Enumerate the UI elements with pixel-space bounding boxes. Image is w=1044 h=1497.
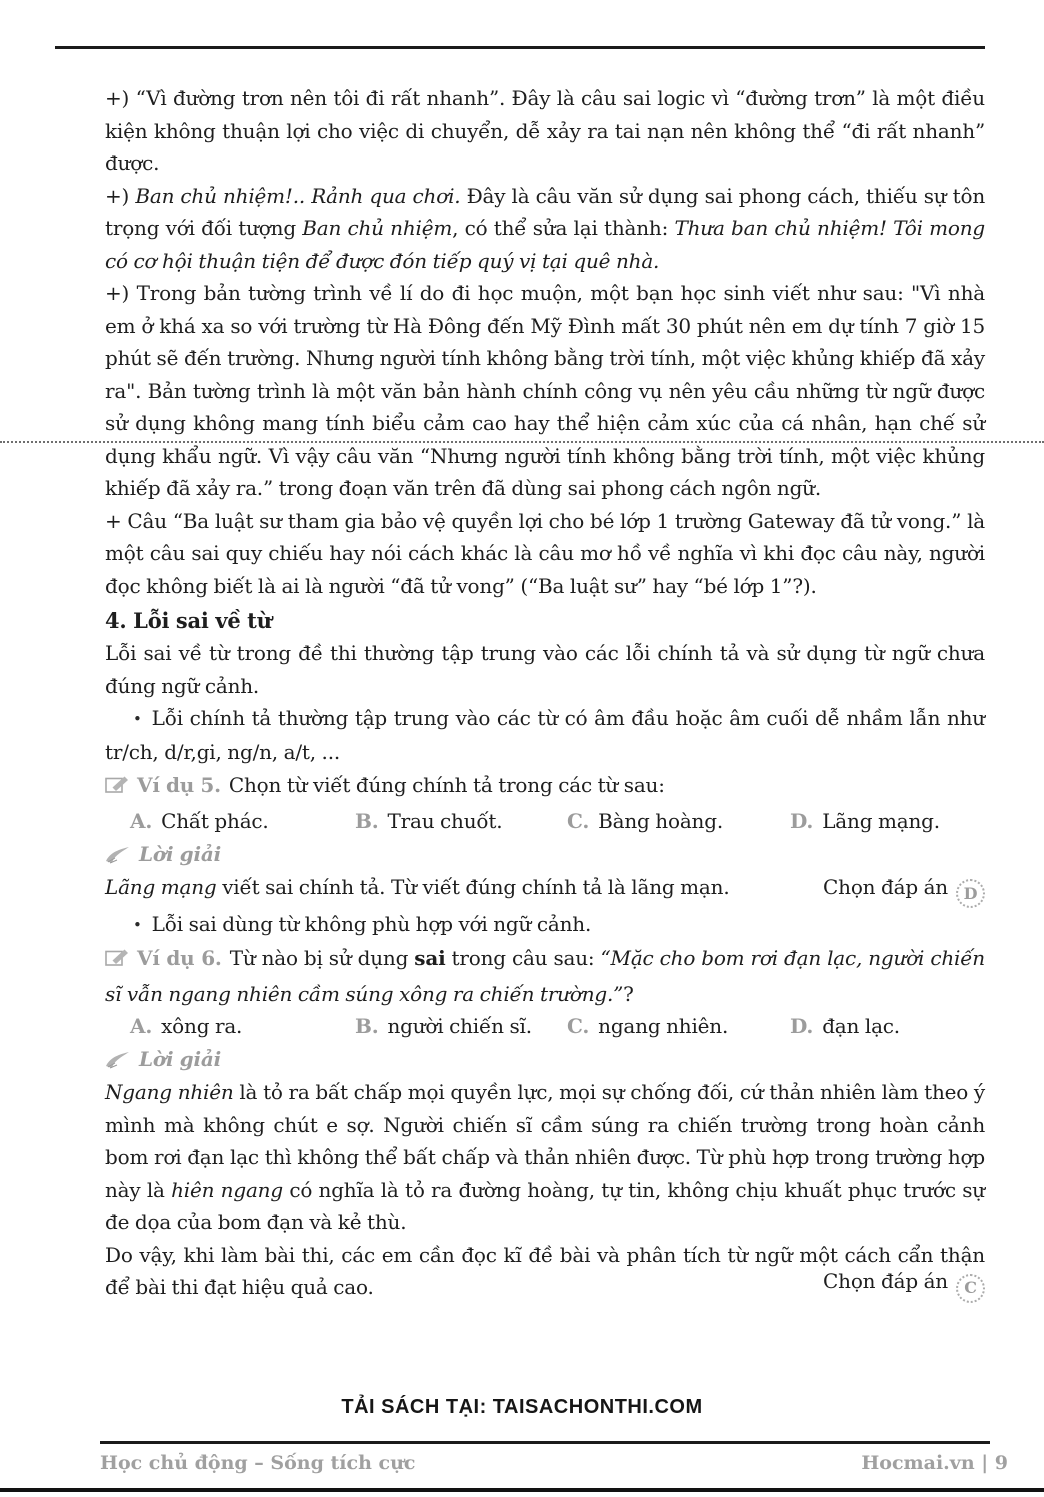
bottom-rule [0, 1488, 1044, 1492]
bullet-item-context [105, 908, 985, 942]
closing-paragraph: Do vậy, khi làm bài thi, các em cần đọc kĩ đề bài và phân tích từ ngữ một cách cẩn thận để bài thi đạt hiệu quả cao. [105, 1242, 985, 1299]
option-c [567, 805, 723, 838]
bullet-text: Lỗi chính tả thường tập trung vào các từ có âm đầu hoặc âm cuối dễ nhầm lẫn như tr/ch, d/r,gi, ng/n, a/t, ... [105, 706, 985, 764]
answer-circle-c: C [956, 1274, 985, 1303]
option-d-text: đạn lạc. [822, 1014, 900, 1038]
paragraph-sai-quy-chieu: + Câu “Ba luật sư tham gia bảo vệ quyền lợi cho bé lớp 1 trường Gateway đã tử vong.” là một câu sai quy chiếu hay nói cách khác là câu mơ hồ về nghĩa vì khi đọc câu này, người đọc không biết là ai là người “đã tử vong” (“Ba luật sư” hay “bé lớp 1”?). [105, 508, 985, 598]
option-b-letter: B. [355, 808, 379, 833]
footer-motto: Học chủ động – Sống tích cực [100, 1452, 416, 1474]
solution-label-text: Lời giải [139, 841, 222, 866]
option-c-letter: C. [567, 1014, 590, 1038]
option-a-letter: A. [130, 808, 153, 833]
footer-banner: TẢI SÁCH TẠI: TAISACHONTHI.COM [341, 1396, 703, 1418]
bullet-icon: • [133, 915, 142, 934]
option-a [130, 805, 269, 838]
option-d [790, 1010, 900, 1043]
solution-label-example-6 [105, 1043, 985, 1076]
writing-hand-icon [105, 1046, 131, 1079]
closing-block [105, 1239, 985, 1304]
answer-prefix: Chọn đáp án [823, 874, 948, 899]
paragraph-loi-sai-ve-tu: Lỗi sai về từ trong đề thi thường tập trung vào các lỗi chính tả và sử dụng từ ngữ chưa đúng ngữ cảnh. [105, 641, 985, 698]
option-a-text: Chất phác. [161, 808, 269, 833]
options-row-example-5 [105, 805, 985, 838]
option-c-letter: C. [567, 808, 590, 833]
option-b-letter: B. [355, 1014, 379, 1038]
answer-chip-c [823, 1265, 985, 1303]
top-rule [55, 46, 985, 49]
option-a-letter: A. [130, 1014, 153, 1038]
options-row-example-6 [105, 1010, 985, 1043]
solution-5-text: Lãng mạng viết sai chính tả. Từ viết đúng chính tả là lãng mạn. [105, 874, 730, 899]
option-b-text: người chiến sĩ. [387, 1014, 532, 1038]
answer-circle-d: D [956, 879, 985, 908]
option-a [130, 1010, 242, 1043]
paragraph-ban-tuong-trinh: +) Trong bản tường trình về lí do đi học muộn, một bạn học sinh viết như sau: "Vì nhà em ở khá xa so với trường từ Hà Đông đến Mỹ Đình mất 30 phút nên em dự tính 7 giờ 15 phút sẽ đến trường. Nhưng người tính không bằng trời tính, một việc khủng khiếp đã xảy ra". Bản tường trình là một văn bản hành chính công vụ nên yêu cầu những từ ngữ được sử dụng không mang tính biểu cảm cao hay thể hiện cảm xúc của cá nhân, hạn chế sử dụng khẩu ngữ. Vì vậy câu văn “Nhưng người tính không bằng trời tính, một việc khủng khiếp đã xảy ra.” trong đoạn văn trên đã dùng sai phong cách ngôn ngữ. [105, 281, 985, 500]
option-b [355, 805, 502, 838]
pencil-paper-icon [105, 945, 129, 978]
example-6-label: Ví dụ 6. [137, 946, 222, 970]
answer-chip-d [823, 871, 985, 908]
bullet-item-spelling [105, 702, 985, 768]
option-c-text: Bàng hoàng. [598, 808, 723, 833]
paragraph-sai-phong-cach: +) Ban chủ nhiệm!.. Rảnh qua chơi. Đây là câu văn sử dụng sai phong cách, thiếu sự tôn trọng với đối tượng Ban chủ nhiệm, có thể sửa lại thành: Thưa ban chủ nhiệm! Tôi mong có cơ hội thuận tiện để được đón tiếp quý vị tại quê nhà. [105, 183, 986, 273]
option-d [790, 805, 940, 838]
paragraph-sai-logic: +) “Vì đường trơn nên tôi đi rất nhanh”. Đây là câu sai logic vì “đường trơn” là một điều kiện không thuận lợi cho việc di chuyển, dễ xảy ra tai nạn nên không thể “đi rất nhanh” được. [105, 86, 985, 175]
option-a-text: xông ra. [161, 1014, 243, 1038]
example-6-block [105, 942, 985, 1010]
option-d-letter: D. [790, 808, 814, 833]
option-b-text: Trau chuốt. [387, 808, 503, 833]
answer-prefix: Chọn đáp án [823, 1268, 948, 1293]
option-d-text: Lãng mạng. [822, 808, 940, 833]
pencil-paper-icon [105, 772, 129, 805]
bullet-text: Lỗi sai dùng từ không phù hợp với ngữ cảnh. [151, 911, 592, 936]
example-5-label: Ví dụ 5. [137, 773, 221, 797]
example-5-block [105, 769, 985, 805]
footer-row [100, 1452, 1008, 1474]
option-c [567, 1010, 728, 1043]
example-6-question: Từ nào bị sử dụng sai trong câu sau: “Mặc cho bom rơi đạn lạc, người chiến sĩ vẫn ngang nhiên cầm súng xông ra chiến trường.”? [105, 946, 985, 1006]
bullet-icon: • [133, 710, 142, 728]
option-b [355, 1010, 532, 1043]
footer-rule [100, 1441, 990, 1444]
section-heading: 4. Lỗi sai về từ [105, 608, 272, 633]
writing-hand-icon [105, 841, 131, 874]
solution-label-text: Lời giải [139, 1047, 222, 1071]
solution-6-text: Ngang nhiên là tỏ ra bất chấp mọi quyền lực, mọi sự chống đối, cứ thản nhiên làm theo ý mình mà không chút e sợ. Người chiến sĩ cầm súng ra chiến trường trong hoàn cảnh bom rơi đạn lạc thì không thể bất chấp và thản nhiên được. Từ phù hợp trong trường hợp này là hiên ngang có nghĩa là tỏ ra đường hoàng, tự tin, không chịu khuất phục trước sự đe dọa của bom đạn và kẻ thù. [105, 1080, 985, 1234]
example-5-question: Chọn từ viết đúng chính tả trong các từ sau: [228, 773, 665, 797]
option-c-text: ngang nhiên. [598, 1014, 729, 1038]
footer-brand-page: Hocmai.vn | 9 [861, 1452, 1008, 1474]
option-d-letter: D. [790, 1014, 814, 1038]
solution-label-example-5 [105, 838, 985, 871]
page-body [105, 82, 985, 1304]
solution-5-line [105, 871, 985, 908]
